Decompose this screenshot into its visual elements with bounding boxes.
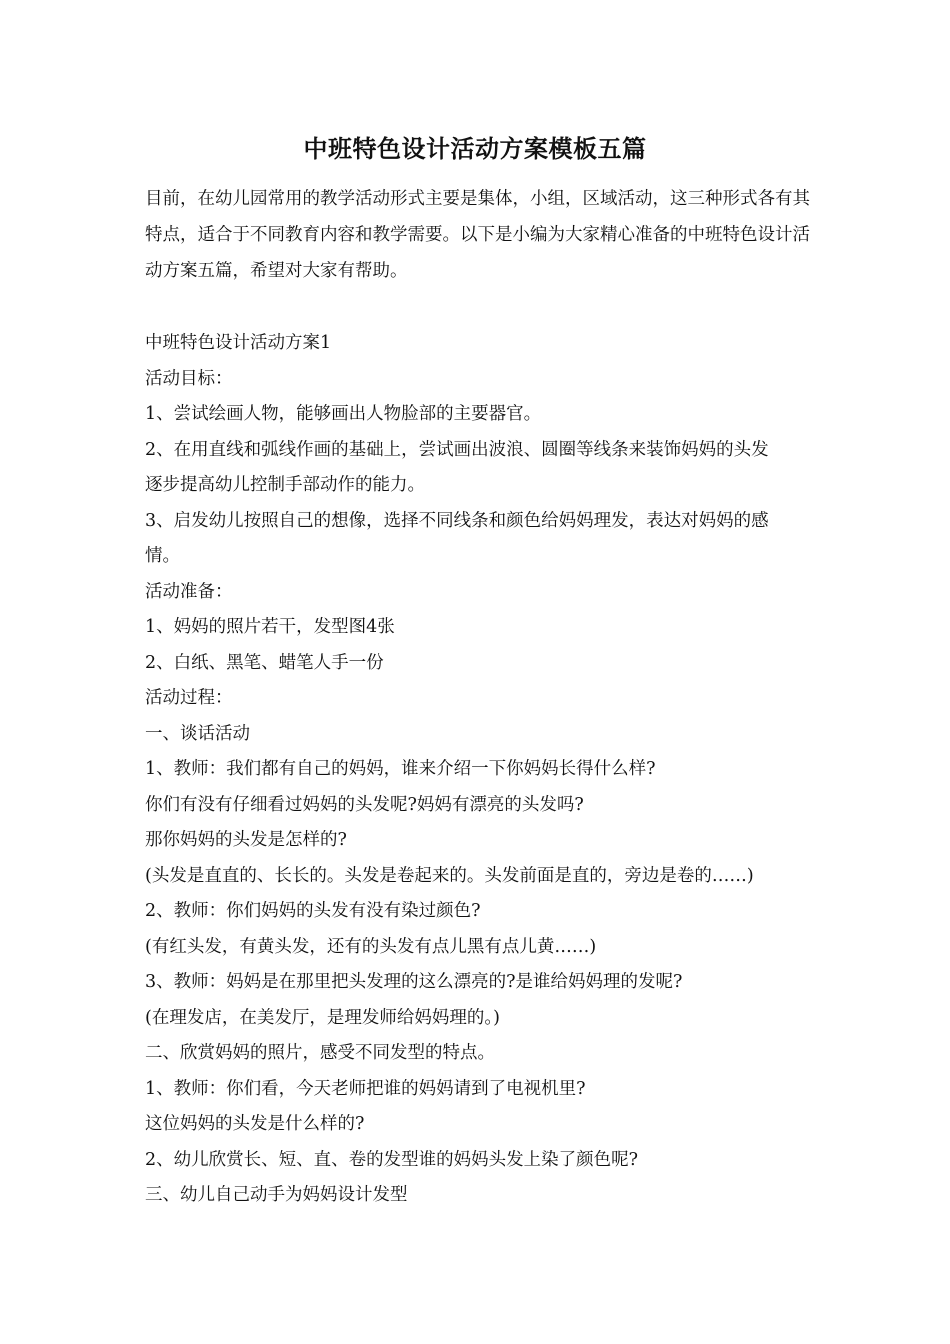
- body-line: 1、教师：你们看，今天老师把谁的妈妈请到了电视机里?: [145, 1078, 586, 1099]
- body-line: 1、教师：我们都有自己的妈妈，谁来介绍一下你妈妈长得什么样?: [145, 759, 656, 779]
- body-line: 2、教师：你们妈妈的头发有没有染过颜色?: [145, 901, 481, 921]
- document-title: 中班特色设计活动方案模板五篇: [303, 134, 647, 163]
- body-line: (有红头发，有黄头发，还有的头发有点儿黑有点儿黄……): [145, 936, 597, 957]
- document-body: [145, 326, 815, 1214]
- subheading-process: 活动过程：: [145, 688, 233, 708]
- body-line: 3、启发幼儿按照自己的想像，选择不同线条和颜色给妈妈理发，表达对妈妈的感: [145, 510, 769, 531]
- body-line: 2、幼儿欣赏长、短、直、卷的发型谁的妈妈头发上染了颜色呢?: [145, 1149, 639, 1170]
- step-heading: 一、谈话活动: [145, 723, 250, 744]
- body-line: (头发是直直的、长长的。头发是卷起来的。头发前面是直的，旁边是卷的……): [145, 865, 754, 886]
- intro-paragraph: 目前，在幼儿园常用的教学活动形式主要是集体，小组，区域活动，这三种形式各有其特点，适合于不同教育内容和教学需要。以下是小编为大家精心准备的中班特色设计活动方案五篇，希望对大家有帮助。: [145, 189, 810, 281]
- body-line: 3、教师：妈妈是在那里把头发理的这么漂亮的?是谁给妈妈理的发呢?: [145, 972, 683, 992]
- body-line: 逐步提高幼儿控制手部动作的能力。: [145, 475, 425, 495]
- step-heading: 二、欣赏妈妈的照片，感受不同发型的特点。: [145, 1043, 495, 1063]
- section-heading: 中班特色设计活动方案1: [145, 333, 332, 353]
- body-line: 你们有没有仔细看过妈妈的头发呢?妈妈有漂亮的头发吗?: [145, 794, 584, 815]
- body-line: 2、白纸、黑笔、蜡笔人手一份: [145, 652, 384, 673]
- subheading-goals: 活动目标：: [145, 368, 233, 389]
- body-line: 那你妈妈的头发是怎样的?: [145, 830, 347, 850]
- body-line: 2、在用直线和弧线作画的基础上，尝试画出波浪、圆圈等线条来装饰妈妈的头发: [145, 439, 769, 460]
- body-line: 情。: [145, 546, 180, 566]
- body-line: (在理发店，在美发厅，是理发师给妈妈理的。): [145, 1007, 500, 1028]
- subheading-preparation: 活动准备：: [145, 581, 233, 602]
- step-heading: 三、幼儿自己动手为妈妈设计发型: [145, 1185, 408, 1205]
- body-line: 1、尝试绘画人物，能够画出人物脸部的主要器官。: [145, 404, 542, 424]
- body-line: 1、妈妈的照片若干，发型图4张: [145, 617, 395, 637]
- body-line: 这位妈妈的头发是什么样的?: [145, 1114, 365, 1134]
